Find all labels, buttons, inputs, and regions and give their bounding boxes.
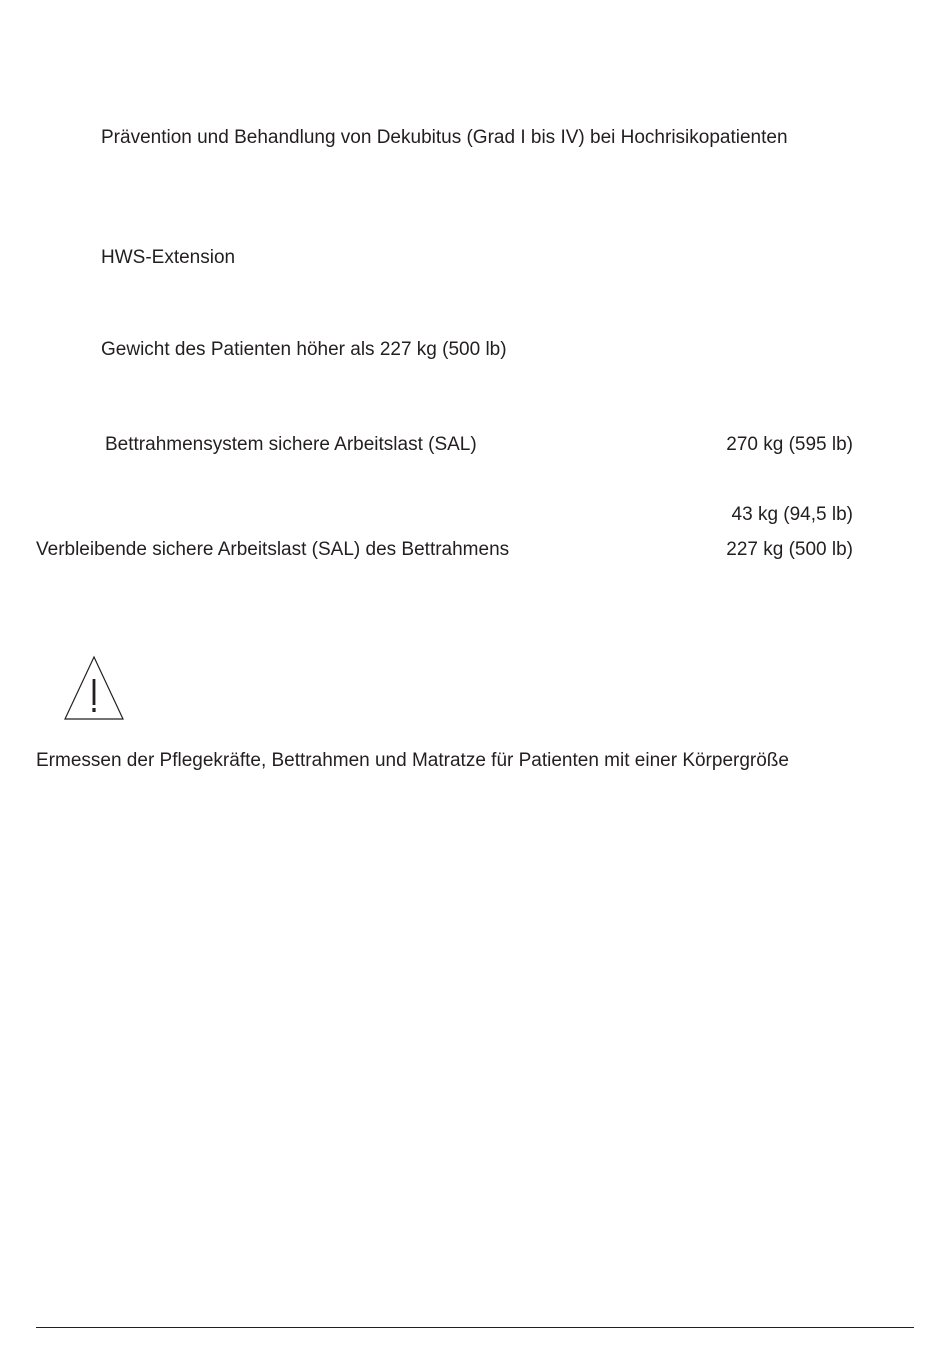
warning-triangle-icon <box>63 655 125 721</box>
contraindication-item: Gewicht des Patienten höher als 227 kg (500 lb) <box>101 339 507 360</box>
contraindication-item: HWS-Extension <box>101 247 236 268</box>
load-row-label: Bettrahmensystem sichere Arbeitslast (SAL) <box>105 434 477 455</box>
load-row-label: Verbleibende sichere Arbeitslast (SAL) des Bettrahmens <box>36 539 510 560</box>
warning-text: Ermessen der Pflegekräfte, Bettrahmen und Matratze für Patienten mit einer Körpergröße <box>36 750 789 771</box>
indication-text: Prävention und Behandlung von Dekubitus (Grad I bis IV) bei Hochrisikopatienten <box>101 127 788 148</box>
load-row-value: 270 kg (595 lb) <box>726 434 853 455</box>
load-row-value: 43 kg (94,5 lb) <box>731 504 853 525</box>
footer-divider <box>36 1327 914 1328</box>
load-row-value: 227 kg (500 lb) <box>726 539 853 560</box>
